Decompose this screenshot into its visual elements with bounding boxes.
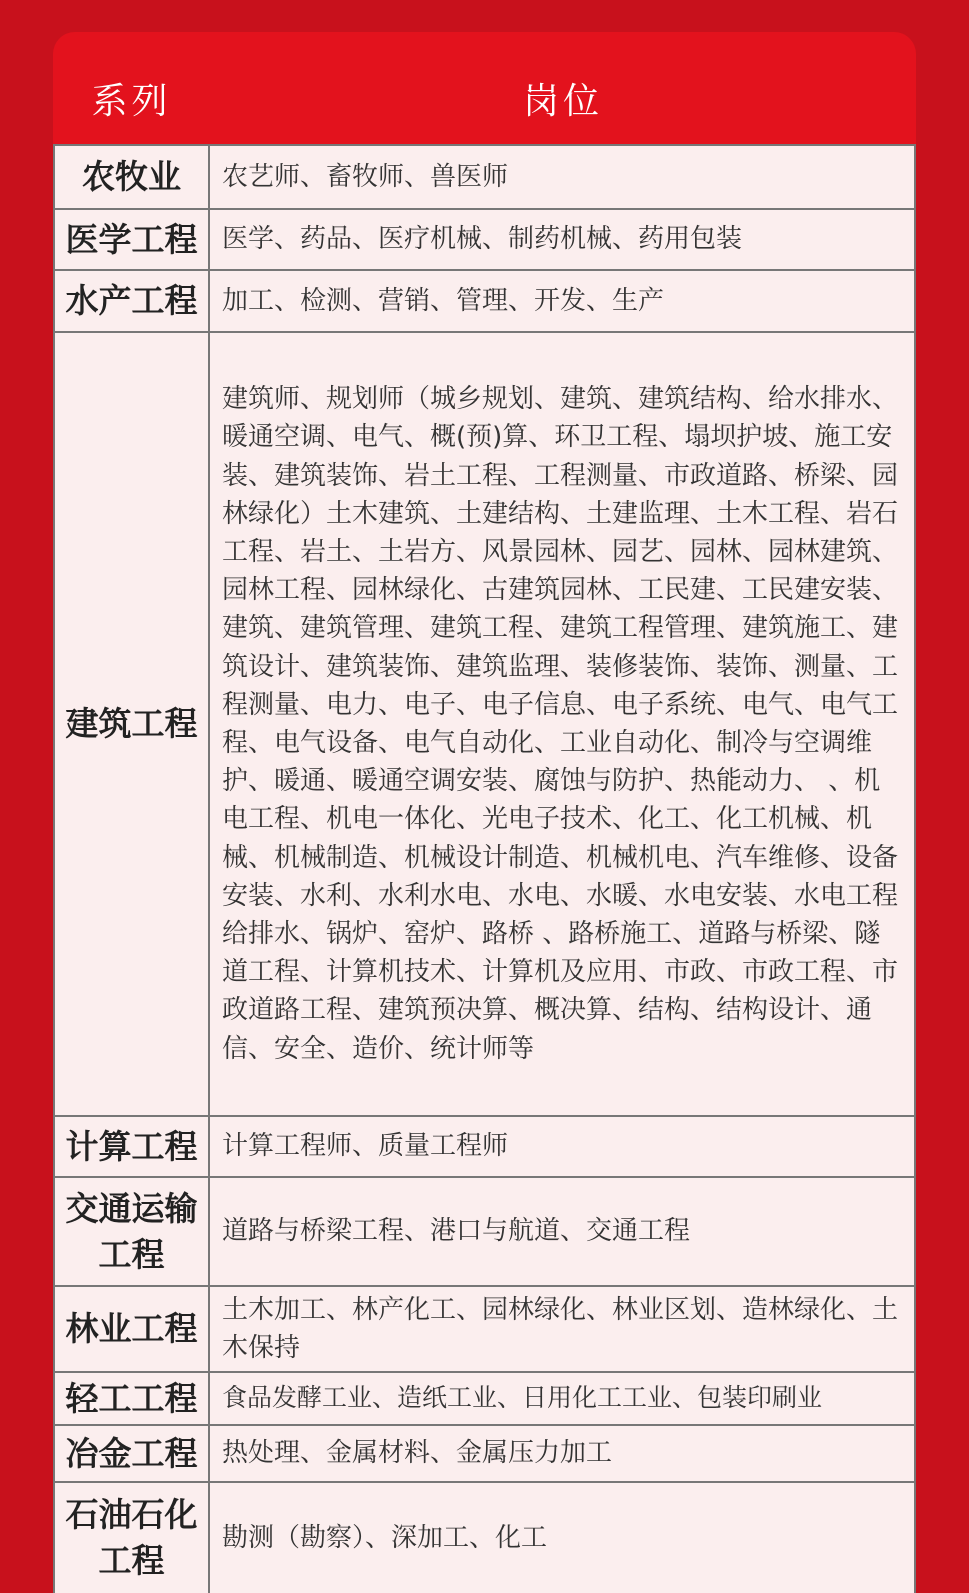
- row-category: 交通运输工程: [55, 1178, 210, 1285]
- header-position: 岗位: [522, 80, 603, 122]
- row-positions: 土木加工、林产化工、园林绿化、林业区划、造林绿化、土木保持: [222, 1294, 899, 1363]
- header-series: 系列: [91, 80, 172, 122]
- row-category: 医学工程: [55, 210, 210, 269]
- table-row: [55, 1176, 914, 1285]
- row-positions: 食品发酵工业、造纸工业、日用化工工业、包装印刷业: [222, 1383, 823, 1413]
- row-category: 冶金工程: [55, 1426, 210, 1481]
- table-row: [55, 144, 914, 208]
- row-positions: 计算工程师、质量工程师: [222, 1131, 509, 1162]
- row-positions: 建筑师、规划师（城乡规划、建筑、建筑结构、给水排水、暖通空调、电气、概(预)算、环卫工程、塌坝护坡、施工安装、建筑装饰、岩土工程、工程测量、市政道路、桥梁、园林绿化）土木建筑、土建结构、土建监理、土木工程、岩石工程、岩土、土岩方、风景园林、园艺、园林、园林建筑、园林工程、园林绿化、古建筑园林、工民建、工民建安装、建筑、建筑管理、建筑工程、建筑工程管理、建筑施工、建筑设计、建筑装饰、建筑监理、装修装饰、装饰、测量、工程测量、电力、电子、电子信息、电子系统、电气、电气工程、电气设备、电气自动化、工业自动化、制冷与空调维护、暖通、暖通空调安装、腐蚀与防护、热能动力、 、机电工程、机电一体化、光电子技术、化工、化工机械、机械、机械制造、机械设计制造、机械机电、汽车维修、设备安装、水利、水利水电、水电、水暖、水电安装、水电工程给排水、锅炉、窑炉、路桥 、路桥施工、道路与桥梁、隧道工程、计算机技术、计算机及应用、市政、市政工程、市政道路工程、建筑预决算、概决算、结构、结构设计、通信、安全、造价、统计师等: [222, 384, 899, 1064]
- row-category: 计算工程: [55, 1117, 210, 1176]
- row-positions: 热处理、金属材料、金属压力加工: [222, 1438, 613, 1469]
- table-row: [55, 1371, 914, 1424]
- table-row: [55, 269, 914, 331]
- row-positions: 加工、检测、营销、管理、开发、生产: [222, 285, 665, 316]
- row-category: 石油石化工程: [55, 1483, 210, 1593]
- table-row: [55, 1424, 914, 1481]
- table-row: [55, 1115, 914, 1176]
- row-positions: 道路与桥梁工程、港口与航道、交通工程: [222, 1216, 691, 1247]
- row-category: 林业工程: [55, 1287, 210, 1371]
- job-table: [53, 144, 916, 1593]
- row-category: 轻工工程: [55, 1373, 210, 1424]
- table-header: [53, 52, 916, 144]
- row-category: 建筑工程: [55, 333, 210, 1115]
- row-positions: 医学、药品、医疗机械、制药机械、药用包装: [222, 224, 743, 255]
- table-row: [55, 1481, 914, 1593]
- table-row: [55, 331, 914, 1115]
- table-row: [55, 1285, 914, 1371]
- table-row: [55, 208, 914, 269]
- row-positions: 勘测（勘察）、深加工、化工: [222, 1522, 548, 1553]
- row-positions: 农艺师、畜牧师、兽医师: [222, 161, 509, 192]
- job-table-card: [53, 32, 916, 1580]
- row-category: 农牧业: [55, 146, 210, 208]
- row-category: 水产工程: [55, 271, 210, 331]
